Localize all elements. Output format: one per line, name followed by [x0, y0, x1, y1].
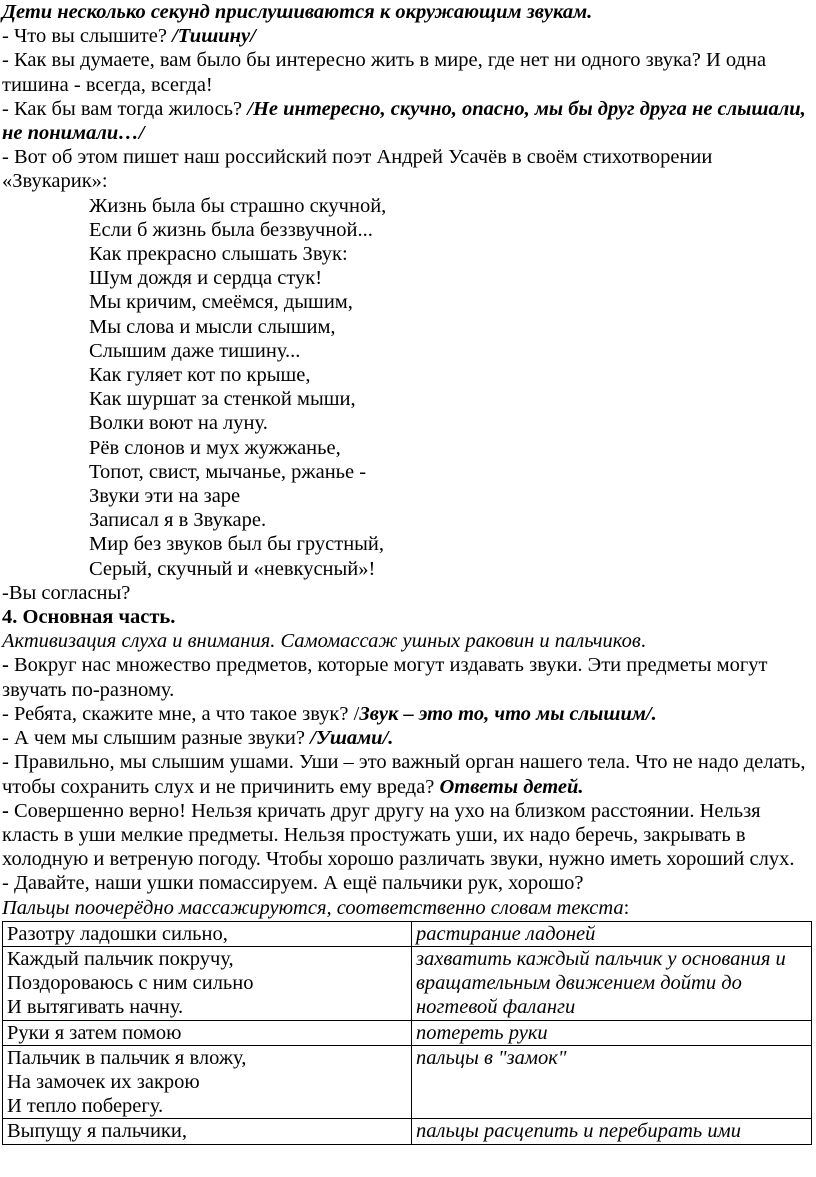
poem-line: Рёв слонов и мух жужжанье,	[89, 436, 341, 459]
table-row	[3, 946, 812, 1020]
poem-line: Записал я в Звукаре.	[89, 509, 267, 532]
question-3-text: - Как бы вам тогда жилось?	[2, 97, 248, 120]
table-cell-action: пальцы расцепить и перебирать ими	[412, 1119, 812, 1144]
section-title: 4. Основная часть.	[2, 606, 176, 629]
paragraph-5: - Совершенно верно! Нельзя кричать друг другу на ухо на близком расстоянии. Нельзя класть в уши мелкие предметы. Нельзя простужать уши, их надо беречь, закрывать в холодную и ветреную погоду. Чтобы хорошо различать звуки, нужно иметь хороший слух.	[2, 799, 795, 871]
paragraph-1: - Вокруг нас множество предметов, которые могут издавать звуки. Эти предметы могут звучать по-разному.	[2, 654, 768, 701]
poem-line: Топот, свист, мычанье, ржанье -	[89, 460, 367, 483]
paragraph-1-text: Вокруг нас множество предметов, которые могут издавать звуки. Эти предметы могут звучать по-разному.	[2, 654, 768, 701]
poem-line: Волки воют на луну.	[89, 412, 268, 435]
table-cell-text: Руки я затем помою	[3, 1020, 412, 1045]
table-row	[3, 1045, 812, 1119]
poem-line: Шум дождя и сердца стук!	[89, 267, 323, 290]
table-row	[3, 1119, 812, 1144]
question-2: - Как вы думаете, вам было бы интересно жить в мире, где нет ни одного звука? И одна тишина - всегда, всегда!	[2, 49, 767, 96]
table-row	[3, 1020, 812, 1045]
poem-line: Мы слова и мысли слышим,	[89, 315, 336, 338]
table-cell-action: пальцы в "замок"	[412, 1045, 812, 1119]
paragraph-4-answer: Ответы детей.	[439, 775, 584, 798]
paragraph-7: Пальцы поочерёдно массажируются, соответственно словам текста:	[2, 896, 630, 919]
question-4: - Вот об этом пишет наш российский поэт Андрей Усачёв в своём стихотворении «Звукарик»:	[2, 146, 713, 193]
table-cell-action: потереть руки	[412, 1020, 812, 1045]
poem-line: Жизнь была бы страшно скучной,	[89, 194, 387, 217]
question-1-text: - Что вы слышите?	[2, 25, 173, 48]
paragraph-6: - Давайте, наши ушки помассируем. А ещё пальчики рук, хорошо?	[2, 872, 584, 895]
document-page	[2, 0, 814, 1145]
poem-line: Мы кричим, смеёмся, дышим,	[89, 291, 353, 314]
question-1	[2, 24, 814, 48]
paragraph-3	[2, 726, 814, 750]
section-subtitle-text: Активизация слуха и внимания. Самомассаж ушных раковин и пальчиков	[2, 630, 641, 653]
intro-heading: Дети несколько секунд прислушиваются к окружающим звукам.	[2, 1, 593, 23]
poem-line: Серый, скучный и «невкусный»!	[89, 557, 376, 580]
poem-line: Слышим даже тишину...	[89, 339, 301, 362]
question-1-answer: /Тишину/	[172, 25, 256, 48]
paragraph-2	[2, 702, 814, 726]
paragraph-3-answer: /Ушами/.	[310, 727, 394, 750]
section-subtitle: Активизация слуха и внимания. Самомассаж ушных раковин и пальчиков.	[2, 630, 646, 653]
poem-line: Как прекрасно слышать Звук:	[89, 243, 348, 266]
agree-question: -Вы согласны?	[2, 581, 131, 604]
paragraph-2-answer: Звук – это то, что мы слышим/.	[359, 702, 657, 725]
poem-line: Мир без звуков был бы грустный,	[89, 533, 385, 556]
paragraph-3-text: - А чем мы слышим разные звуки?	[2, 727, 311, 750]
poem-line: Как гуляет кот по крыше,	[89, 364, 311, 387]
table-cell-action: захватить каждый пальчик у основания и вращательным движением дойти до ногтевой фаланги	[412, 946, 812, 1020]
question-3	[2, 97, 814, 145]
table-cell-text: Пальчик в пальчик я вложу, На замочек их закрою И тепло поберегу.	[3, 1045, 412, 1119]
paragraph-4	[2, 750, 814, 798]
paragraph-4-text: - Правильно, мы слышим ушами. Уши – это важный орган нашего тела. Что не надо делать, чтобы сохранить слух и не причинить ему вреда?	[2, 751, 806, 798]
table-cell-text: Выпущу я пальчики,	[3, 1119, 412, 1144]
poem	[2, 194, 814, 581]
paragraph-7-text: Пальцы поочерёдно массажируются, соответственно словам текста	[2, 896, 624, 919]
paragraph-5-text: Совершенно верно! Нельзя кричать друг другу на ухо на близком расстоянии. Нельзя класть в уши мелкие предметы. Нельзя простужать уши, их надо беречь, закрывать в холодную и ветреную погоду. Чтобы хорошо различать звуки, нужно иметь хороший слух.	[2, 799, 795, 871]
poem-line: Звуки эти на заре	[89, 485, 241, 508]
table-row	[3, 921, 812, 946]
table-cell-text: Разотру ладошки сильно,	[3, 921, 412, 946]
table-cell-text: Каждый пальчик покручу, Поздороваюсь с ним сильно И вытягивать начну.	[3, 946, 412, 1020]
paragraph-2-text: - Ребята, скажите мне, а что такое звук? /	[2, 702, 360, 725]
massage-table	[2, 921, 812, 1145]
table-cell-action: растирание ладоней	[412, 921, 812, 946]
poem-line: Если б жизнь была беззвучной...	[89, 218, 373, 241]
question-3-answer: /Не интересно, скучно, опасно, мы бы друг друга не слышали, не понимали…/	[2, 97, 806, 145]
poem-line: Как шуршат за стенкой мыши,	[89, 388, 356, 411]
